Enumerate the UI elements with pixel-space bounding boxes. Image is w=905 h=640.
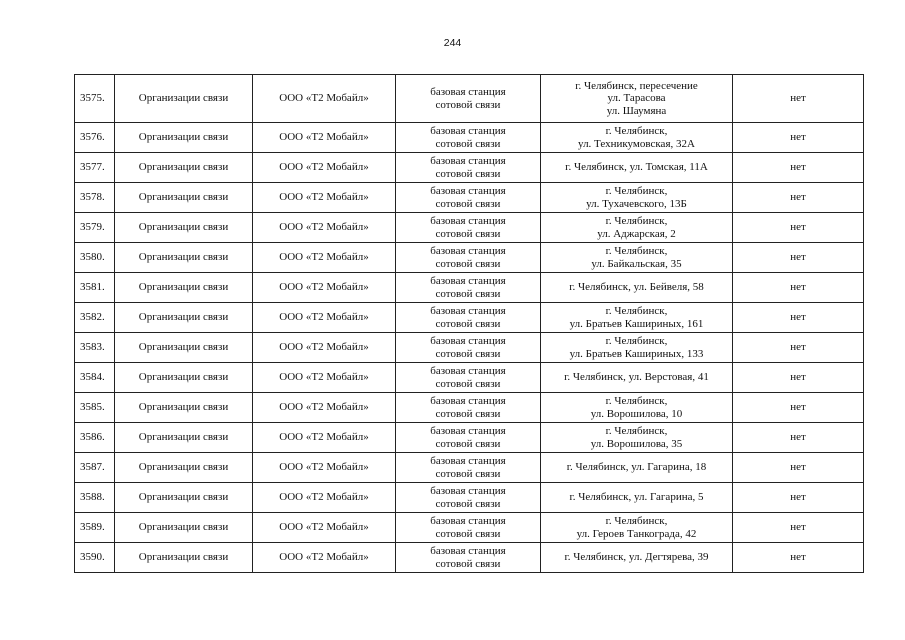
address-line: ул. Братьев Кашириных, 161 [569, 317, 704, 330]
address-line: ул. Тарасова [607, 92, 666, 105]
object-type-line: сотовой связи [435, 167, 501, 180]
registry-table [74, 74, 864, 573]
address-cell [541, 75, 733, 123]
row-number-cell: 3575. [75, 75, 115, 123]
object-type-cell [396, 513, 541, 543]
table-row [75, 393, 864, 423]
object-type-line: сотовой связи [435, 227, 501, 240]
object-type-cell [396, 273, 541, 303]
row-number-cell: 3583. [75, 333, 115, 363]
category-cell: Организации связи [115, 423, 253, 453]
object-type-line: базовая станция [430, 515, 506, 527]
address-cell [541, 483, 733, 513]
category-cell: Организации связи [115, 483, 253, 513]
address-cell [541, 183, 733, 213]
object-type-line: сотовой связи [435, 557, 501, 570]
status-cell: нет [733, 303, 864, 333]
address-line: ул. Героев Танкограда, 42 [576, 527, 697, 540]
object-type-cell [396, 123, 541, 153]
object-type-line: сотовой связи [435, 317, 501, 330]
row-number-cell: 3588. [75, 483, 115, 513]
row-number-cell: 3586. [75, 423, 115, 453]
registry-table-body [75, 75, 864, 573]
status-cell: нет [733, 453, 864, 483]
row-number-cell: 3576. [75, 123, 115, 153]
category-cell: Организации связи [115, 543, 253, 573]
address-cell [541, 153, 733, 183]
row-number-cell: 3589. [75, 513, 115, 543]
row-number-cell: 3577. [75, 153, 115, 183]
address-line: ул. Байкальская, 35 [591, 257, 682, 270]
row-number-cell: 3578. [75, 183, 115, 213]
category-cell: Организации связи [115, 123, 253, 153]
address-cell [541, 543, 733, 573]
category-cell: Организации связи [115, 153, 253, 183]
organization-cell: ООО «Т2 Мобайл» [253, 453, 396, 483]
object-type-line: сотовой связи [435, 527, 501, 540]
row-number-cell: 3582. [75, 303, 115, 333]
object-type-cell [396, 183, 541, 213]
status-cell: нет [733, 393, 864, 423]
object-type-line: базовая станция [430, 185, 506, 197]
object-type-line: базовая станция [430, 455, 506, 467]
object-type-cell [396, 363, 541, 393]
address-line: ул. Шаумяна [606, 104, 667, 117]
address-line: г. Челябинск, [605, 215, 668, 227]
status-cell: нет [733, 123, 864, 153]
address-cell [541, 273, 733, 303]
object-type-line: базовая станция [430, 125, 506, 137]
address-line: г. Челябинск, [605, 185, 668, 197]
row-number-cell: 3579. [75, 213, 115, 243]
table-row [75, 183, 864, 213]
row-number-cell: 3585. [75, 393, 115, 423]
table-row [75, 213, 864, 243]
table-row [75, 453, 864, 483]
object-type-line: базовая станция [430, 365, 506, 377]
object-type-line: базовая станция [430, 485, 506, 497]
organization-cell: ООО «Т2 Мобайл» [253, 513, 396, 543]
table-row [75, 513, 864, 543]
address-line: г. Челябинск, ул. Бейвеля, 58 [569, 281, 704, 294]
organization-cell: ООО «Т2 Мобайл» [253, 393, 396, 423]
table-row [75, 423, 864, 453]
object-type-cell [396, 543, 541, 573]
organization-cell: ООО «Т2 Мобайл» [253, 183, 396, 213]
address-line: г. Челябинск, [605, 395, 668, 407]
address-cell [541, 423, 733, 453]
category-cell: Организации связи [115, 363, 253, 393]
address-line: г. Челябинск, ул. Гагарина, 18 [566, 461, 707, 474]
address-cell [541, 513, 733, 543]
organization-cell: ООО «Т2 Мобайл» [253, 243, 396, 273]
object-type-line: базовая станция [430, 86, 506, 98]
address-cell [541, 243, 733, 273]
object-type-line: сотовой связи [435, 347, 501, 360]
object-type-cell [396, 153, 541, 183]
object-type-cell [396, 333, 541, 363]
address-line: г. Челябинск, ул. Дегтярева, 39 [564, 551, 709, 564]
address-line: ул. Ворошилова, 10 [590, 407, 683, 420]
object-type-cell [396, 393, 541, 423]
row-number-cell: 3587. [75, 453, 115, 483]
object-type-line: сотовой связи [435, 407, 501, 420]
organization-cell: ООО «Т2 Мобайл» [253, 123, 396, 153]
address-line: ул. Ворошилова, 35 [590, 437, 683, 450]
object-type-line: сотовой связи [435, 257, 501, 270]
object-type-cell [396, 75, 541, 123]
table-row [75, 243, 864, 273]
category-cell: Организации связи [115, 333, 253, 363]
object-type-line: базовая станция [430, 245, 506, 257]
organization-cell: ООО «Т2 Мобайл» [253, 363, 396, 393]
object-type-line: сотовой связи [435, 377, 501, 390]
object-type-line: базовая станция [430, 305, 506, 317]
address-cell [541, 123, 733, 153]
object-type-cell [396, 423, 541, 453]
table-row [75, 153, 864, 183]
object-type-cell [396, 303, 541, 333]
object-type-line: базовая станция [430, 215, 506, 227]
object-type-line: сотовой связи [435, 467, 501, 480]
organization-cell: ООО «Т2 Мобайл» [253, 273, 396, 303]
table-row [75, 543, 864, 573]
address-cell [541, 453, 733, 483]
object-type-line: сотовой связи [435, 98, 501, 111]
organization-cell: ООО «Т2 Мобайл» [253, 75, 396, 123]
object-type-line: базовая станция [430, 155, 506, 167]
address-line: г. Челябинск, ул. Верстовая, 41 [564, 371, 709, 384]
address-line: г. Челябинск, пересечение [575, 79, 698, 92]
address-line: ул. Тухачевского, 13Б [586, 197, 687, 210]
category-cell: Организации связи [115, 393, 253, 423]
organization-cell: ООО «Т2 Мобайл» [253, 153, 396, 183]
address-line: г. Челябинск, [605, 245, 668, 257]
object-type-cell [396, 213, 541, 243]
status-cell: нет [733, 153, 864, 183]
category-cell: Организации связи [115, 213, 253, 243]
object-type-cell [396, 483, 541, 513]
status-cell: нет [733, 183, 864, 213]
status-cell: нет [733, 243, 864, 273]
address-cell [541, 363, 733, 393]
address-line: г. Челябинск, ул. Томская, 11А [565, 161, 708, 174]
status-cell: нет [733, 513, 864, 543]
object-type-line: базовая станция [430, 395, 506, 407]
object-type-line: сотовой связи [435, 137, 501, 150]
category-cell: Организации связи [115, 183, 253, 213]
address-line: ул. Аджарская, 2 [597, 227, 676, 240]
object-type-line: базовая станция [430, 275, 506, 287]
object-type-line: сотовой связи [435, 287, 501, 300]
object-type-line: сотовой связи [435, 437, 501, 450]
table-row [75, 75, 864, 123]
status-cell: нет [733, 333, 864, 363]
row-number-cell: 3590. [75, 543, 115, 573]
object-type-line: базовая станция [430, 335, 506, 347]
category-cell: Организации связи [115, 273, 253, 303]
address-line: ул. Техникумовская, 32А [578, 137, 695, 150]
object-type-line: базовая станция [430, 425, 506, 437]
object-type-line: сотовой связи [435, 197, 501, 210]
status-cell: нет [733, 423, 864, 453]
status-cell: нет [733, 543, 864, 573]
category-cell: Организации связи [115, 243, 253, 273]
category-cell: Организации связи [115, 453, 253, 483]
table-row [75, 483, 864, 513]
address-cell [541, 213, 733, 243]
address-cell [541, 303, 733, 333]
object-type-cell [396, 453, 541, 483]
table-row [75, 303, 864, 333]
address-cell [541, 393, 733, 423]
organization-cell: ООО «Т2 Мобайл» [253, 543, 396, 573]
status-cell: нет [733, 483, 864, 513]
page-number: 244 [443, 37, 462, 49]
status-cell: нет [733, 75, 864, 123]
status-cell: нет [733, 273, 864, 303]
organization-cell: ООО «Т2 Мобайл» [253, 483, 396, 513]
address-line: г. Челябинск, [605, 125, 668, 137]
address-line: г. Челябинск, [605, 425, 668, 437]
category-cell: Организации связи [115, 303, 253, 333]
address-line: г. Челябинск, [605, 335, 668, 347]
table-row [75, 273, 864, 303]
status-cell: нет [733, 363, 864, 393]
address-line: г. Челябинск, ул. Гагарина, 5 [569, 491, 704, 504]
row-number-cell: 3580. [75, 243, 115, 273]
table-row [75, 123, 864, 153]
object-type-line: базовая станция [430, 545, 506, 557]
category-cell: Организации связи [115, 513, 253, 543]
object-type-line: сотовой связи [435, 497, 501, 510]
category-cell: Организации связи [115, 75, 253, 123]
organization-cell: ООО «Т2 Мобайл» [253, 303, 396, 333]
organization-cell: ООО «Т2 Мобайл» [253, 423, 396, 453]
table-row [75, 363, 864, 393]
row-number-cell: 3581. [75, 273, 115, 303]
address-cell [541, 333, 733, 363]
object-type-cell [396, 243, 541, 273]
organization-cell: ООО «Т2 Мобайл» [253, 213, 396, 243]
organization-cell: ООО «Т2 Мобайл» [253, 333, 396, 363]
address-line: г. Челябинск, [605, 515, 668, 527]
address-line: ул. Братьев Кашириных, 133 [569, 347, 704, 360]
status-cell: нет [733, 213, 864, 243]
address-line: г. Челябинск, [605, 305, 668, 317]
table-row [75, 333, 864, 363]
row-number-cell: 3584. [75, 363, 115, 393]
